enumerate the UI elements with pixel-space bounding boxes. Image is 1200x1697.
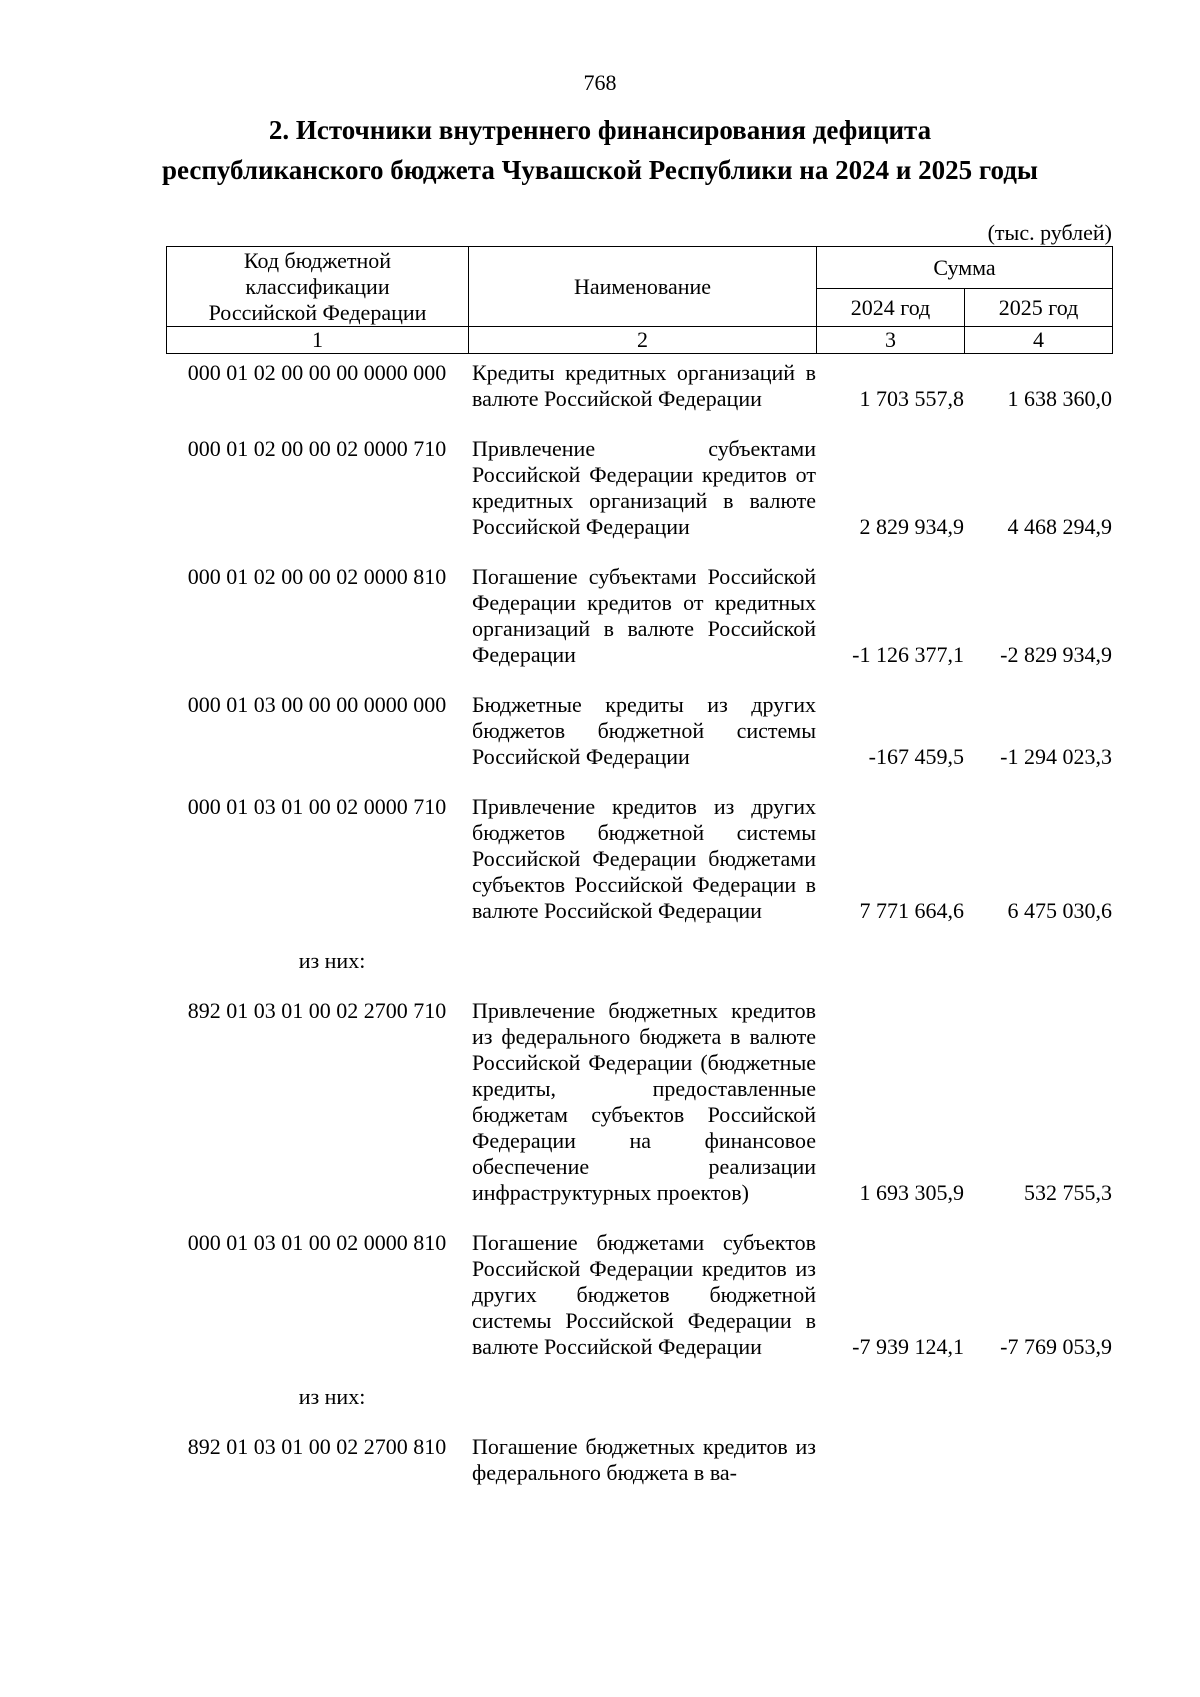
row-value-2024: -1 126 377,1	[852, 642, 964, 667]
row-name: Погашение бюджетами субъектов Российской Федерации кредитов из других бюджетов бюджетной системы Российской Федерации в валюте Российской Федерации	[472, 1230, 816, 1359]
title-line-2: республиканского бюджета Чувашской Республики на 2024 и 2025 годы	[162, 155, 1038, 185]
header-code-line-1: Код бюджетной	[243, 247, 392, 273]
table-header	[166, 246, 1113, 354]
table-row	[166, 692, 1112, 770]
row-name: Бюджетные кредиты из других бюджетов бюджетной системы Российской Федерации	[472, 692, 816, 769]
header-name: Наименование	[469, 247, 817, 327]
row-value-2025: -1 294 023,3	[1000, 744, 1112, 769]
title-line-1: 2. Источники внутреннего финансирования дефицита	[268, 115, 932, 145]
header-year-2024: 2024 год	[817, 289, 965, 327]
row-name: Привлечение кредитов из других бюджетов бюджетной системы Российской Федерации бюджетами субъектов Российской Федерации в валюте Российской Федерации	[472, 794, 816, 923]
table-row	[166, 998, 1112, 1206]
row-value-2025: -2 829 934,9	[1000, 642, 1112, 667]
row-name: Погашение бюджетных кредитов из федерального бюджета в ва-	[472, 1434, 816, 1485]
row-code: 000 01 03 01 00 02 0000 710	[187, 794, 447, 819]
row-value-2024: 1 703 557,8	[859, 386, 964, 411]
page-number: 768	[583, 70, 617, 95]
row-value-2025: 532 755,3	[1024, 1180, 1112, 1205]
header-code-line-2: классификации	[245, 273, 390, 299]
row-value-2024: -167 459,5	[868, 744, 964, 769]
header-col-3: 3	[817, 327, 965, 354]
table-row	[166, 436, 1112, 540]
row-value-2024: -7 939 124,1	[852, 1334, 964, 1359]
row-value-2024: 1 693 305,9	[859, 1180, 964, 1205]
row-name: Привлечение бюджетных кредитов из федерального бюджета в валюте Российской Федерации (бюджетные кредиты, предоставленные бюджетам субъектов Российской Федерации на финансовое обеспечение реализации инфраструктурных проектов)	[472, 998, 816, 1205]
row-code: 892 01 03 01 00 02 2700 710	[187, 998, 447, 1023]
row-name: Погашение субъектами Российской Федерации кредитов от кредитных организаций в валюте Российской Федерации	[472, 564, 816, 667]
table-row	[166, 794, 1112, 924]
row-code: 892 01 03 01 00 02 2700 810	[187, 1434, 447, 1459]
table-row	[166, 1230, 1112, 1360]
unit-label: (тыс. рублей)	[987, 220, 1112, 245]
document-title	[0, 110, 1200, 190]
header-col-1: 1	[167, 327, 469, 354]
table-body	[166, 360, 1112, 1510]
row-code: 000 01 02 00 00 02 0000 710	[187, 436, 447, 461]
table-row	[166, 360, 1112, 412]
header-code-line-3: Российской Федерации	[208, 299, 427, 325]
table-row	[166, 564, 1112, 668]
header-col-4: 4	[965, 327, 1113, 354]
row-value-2025: 6 475 030,6	[1007, 898, 1112, 923]
header-year-2025: 2025 год	[965, 289, 1113, 327]
subheading-of-which: из них:	[298, 948, 366, 973]
row-value-2025: 4 468 294,9	[1007, 514, 1112, 539]
header-col-2: 2	[469, 327, 817, 354]
row-value-2025: 1 638 360,0	[1007, 386, 1112, 411]
row-code: 000 01 03 00 00 00 0000 000	[187, 692, 447, 717]
row-code: 000 01 02 00 00 02 0000 810	[187, 564, 447, 589]
subheading-of-which: из них:	[298, 1384, 366, 1409]
header-sum: Сумма	[817, 247, 1113, 289]
row-value-2025: -7 769 053,9	[1000, 1334, 1112, 1359]
row-name: Привлечение субъектами Российской Федерации кредитов от кредитных организаций в валюте Российской Федерации	[472, 436, 816, 539]
row-code: 000 01 02 00 00 00 0000 000	[187, 360, 447, 385]
row-name: Кредиты кредитных организаций в валюте Российской Федерации	[472, 360, 816, 411]
row-value-2024: 7 771 664,6	[859, 898, 964, 923]
header-code	[167, 247, 469, 327]
table-row	[166, 1434, 1112, 1486]
row-value-2024: 2 829 934,9	[859, 514, 964, 539]
row-code: 000 01 03 01 00 02 0000 810	[187, 1230, 447, 1255]
